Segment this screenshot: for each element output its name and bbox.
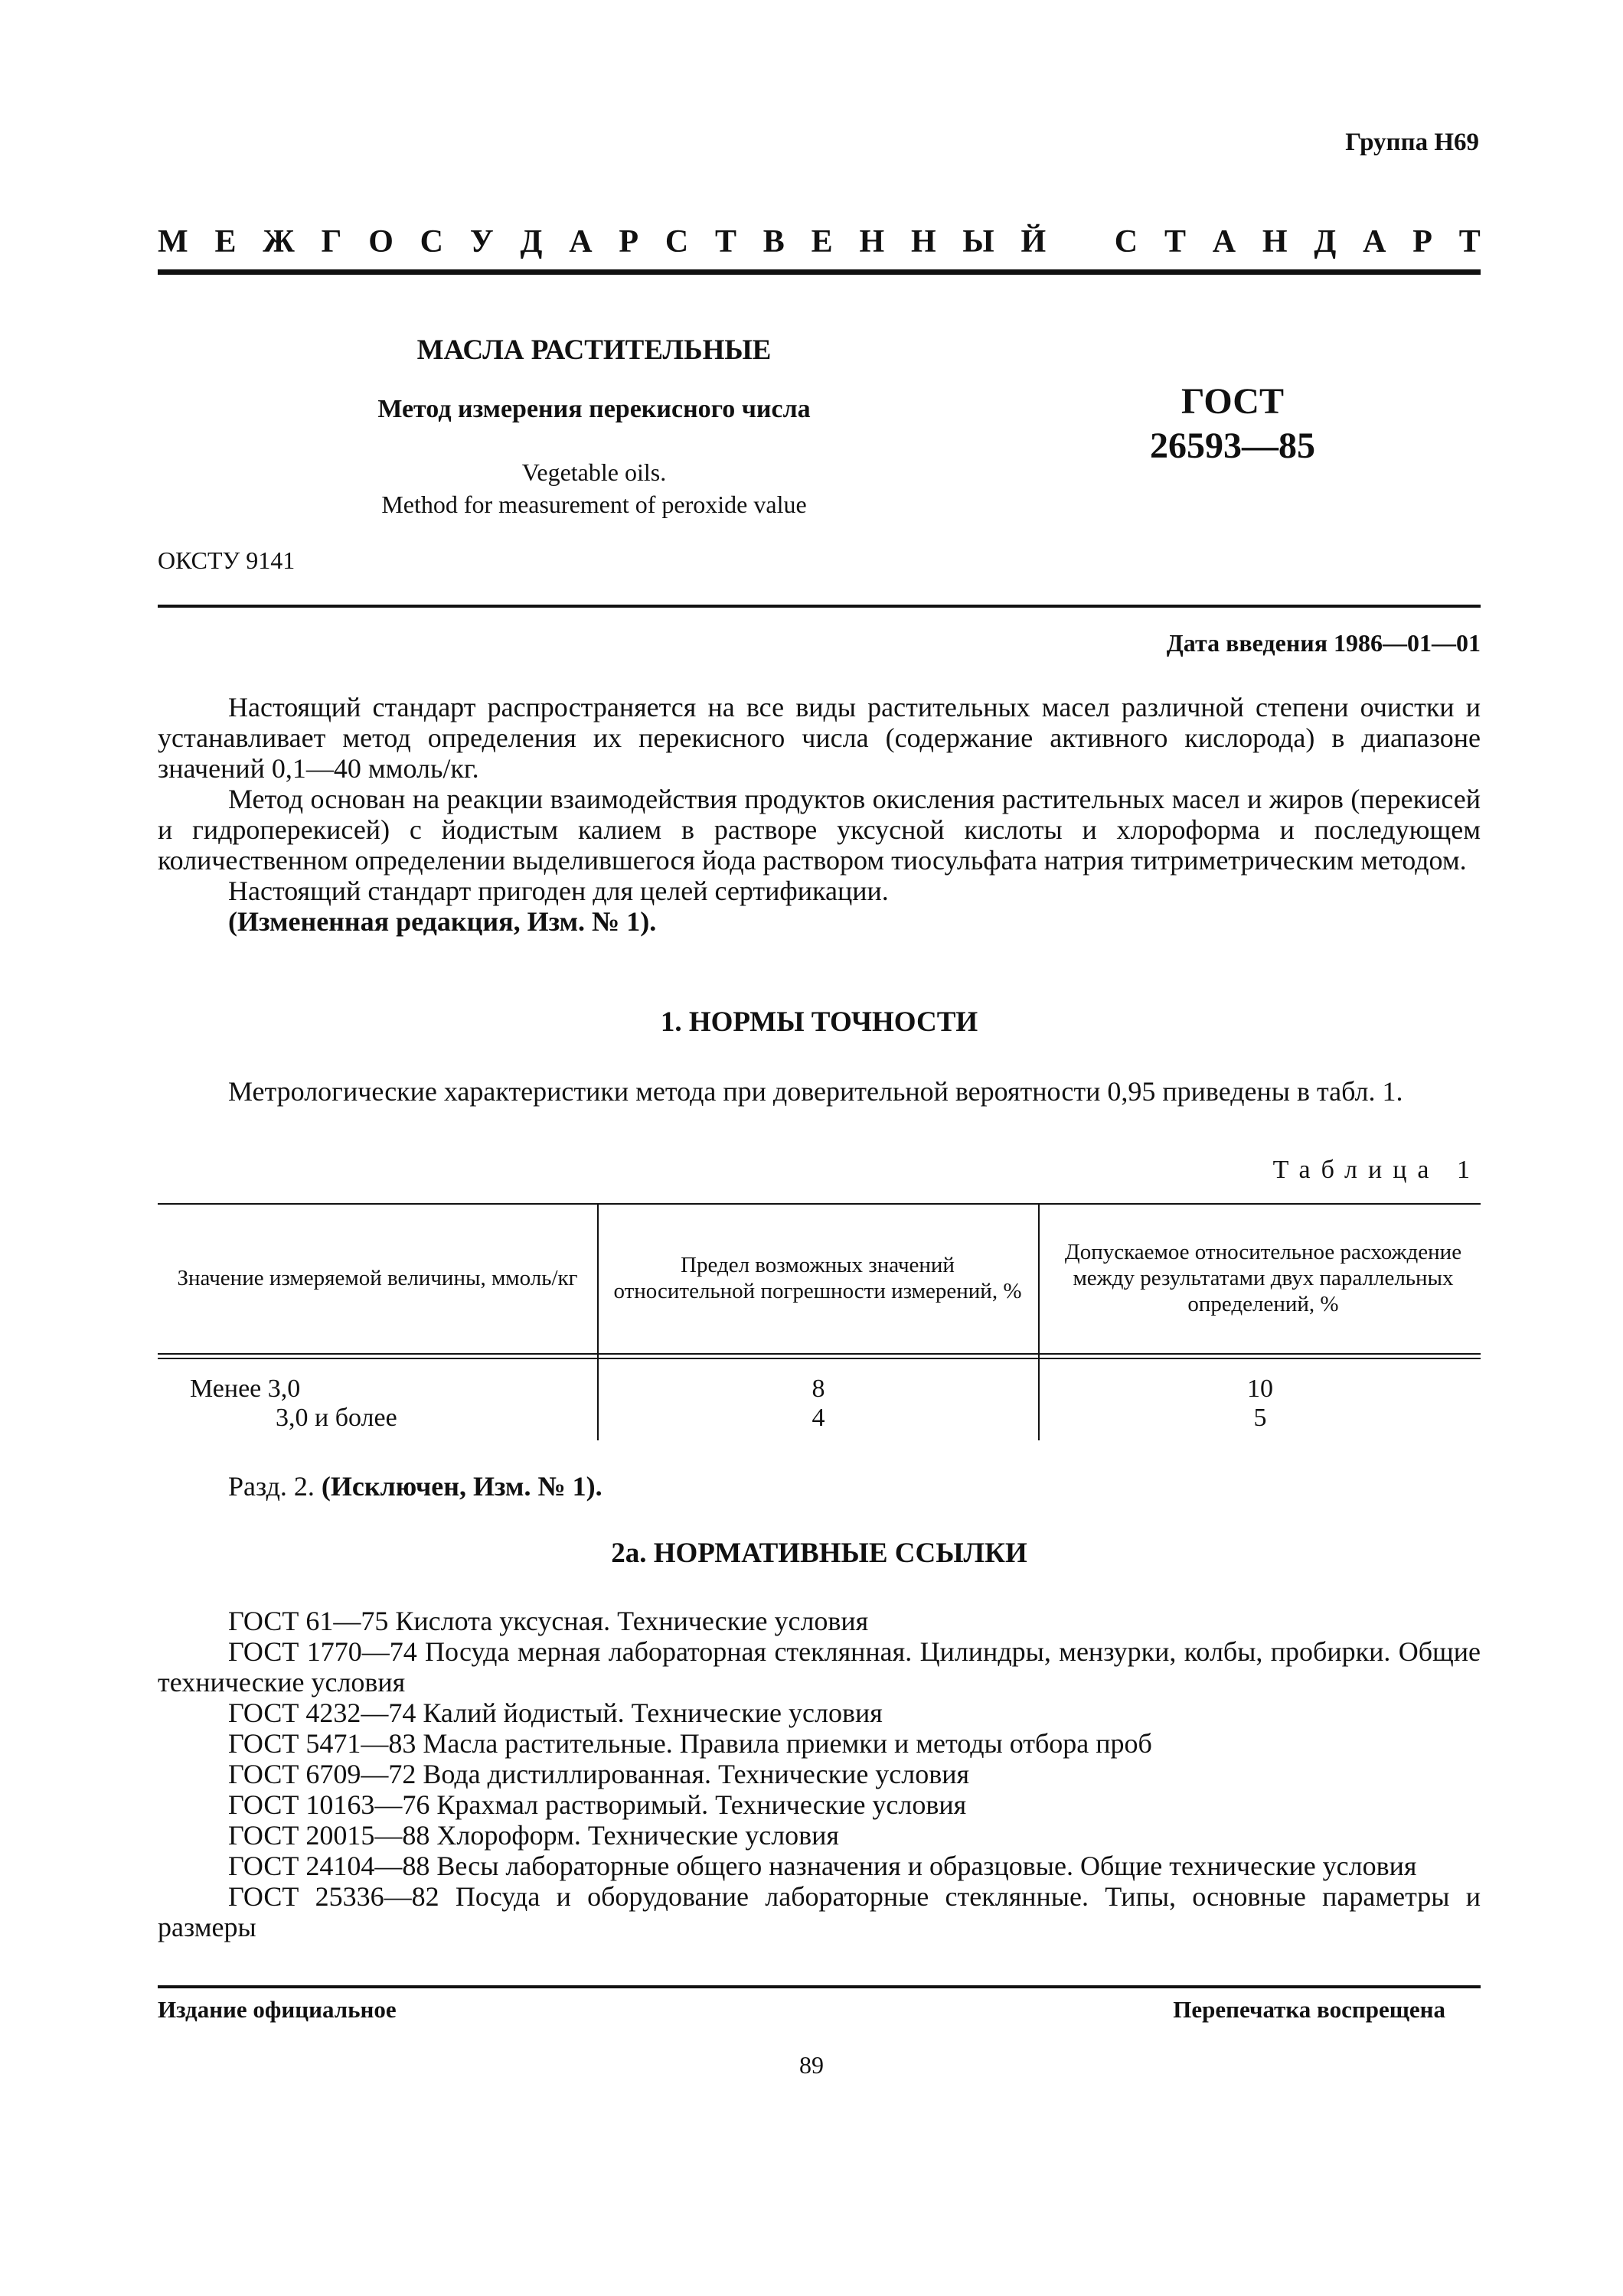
heading-letter: Н: [1262, 224, 1288, 259]
heading-letter: Т: [714, 224, 736, 259]
table-cell-value: 10: [1247, 1375, 1273, 1403]
heading-letter: А: [1212, 224, 1236, 259]
reference-item: ГОСТ 1770—74 Посуда мерная лабораторная стеклянная. Цилиндры, мензурки, колбы, пробирки. Общие технические условия: [158, 1636, 1481, 1698]
title-block-rule: [158, 605, 1481, 608]
heading-letter: А: [569, 224, 593, 259]
table-header-cell: Допускаемое относительное расхождение между результатами двух параллельных определений, %: [1064, 1240, 1462, 1316]
table-cell-value: 5: [1253, 1404, 1267, 1432]
reference-item: ГОСТ 61—75 Кислота уксусная. Технические условия: [228, 1606, 869, 1636]
heading-letter: Й: [1020, 224, 1047, 259]
heading-letter: У: [469, 224, 494, 259]
heading-letter: Е: [811, 224, 833, 259]
intro-paragraph: Метод основан на реакции взаимодействия продуктов окисления растительных масел и жиров (перекисей и гидроперекисей) с йодистым калием в растворе уксусной кислоты и хлороформа и последующем количественном определении выделившегося йода раствором тиосульфата натрия титриметрическим методом.: [158, 784, 1481, 876]
table-header-cell: Предел возможных значений относительной погрешности измерений, %: [613, 1253, 1022, 1303]
footer-rule: [158, 1985, 1481, 1988]
section-2a-title: 2а. НОРМАТИВНЫЕ ССЫЛКИ: [611, 1538, 1027, 1569]
table-cell-value: 8: [812, 1375, 825, 1403]
section-1-text: [158, 1076, 1481, 1107]
introduction-date: Дата введения 1986—01—01: [1166, 629, 1481, 657]
heading-letter: Ж: [263, 224, 295, 259]
page-number: 89: [799, 2051, 824, 2079]
heading-letter: М: [158, 224, 188, 259]
heading-letter: Г: [321, 224, 342, 259]
heading-letter: В: [763, 224, 785, 259]
official-edition-label: Издание официальное: [158, 1996, 397, 2023]
gost-label: ГОСТ: [1181, 381, 1284, 422]
intro-paragraph: Настоящий стандарт пригоден для целей сертификации.: [228, 876, 889, 906]
heading-word-gap: [1073, 223, 1088, 260]
intro-text: [158, 692, 1481, 937]
heading-letter: Р: [1412, 224, 1432, 259]
heading-letter: С: [420, 224, 444, 259]
reference-item: ГОСТ 10163—76 Крахмал растворимый. Технические условия: [228, 1789, 967, 1820]
heading-letter: С: [665, 224, 689, 259]
table-cell-value: 4: [812, 1404, 825, 1432]
reference-item: ГОСТ 20015—88 Хлороформ. Технические условия: [228, 1820, 839, 1851]
section-2-note-line: [158, 1471, 1481, 1502]
table-cell-value: Менее 3,0: [190, 1375, 301, 1403]
reference-item: ГОСТ 5471—83 Масла растительные. Правила приемки и методы отбора проб: [228, 1728, 1152, 1759]
okstu-code: ОКСТУ 9141: [158, 546, 296, 574]
gost-code: 26593—85: [1150, 426, 1315, 466]
table-caption: Таблица 1: [1272, 1156, 1481, 1184]
table-cell-value: 3,0 и более: [276, 1404, 397, 1432]
group-code: Группа Н69: [1345, 129, 1479, 156]
english-title-line-1: Vegetable oils.: [521, 458, 667, 486]
heading-letter: С: [1114, 224, 1138, 259]
section-2-note-prefix: Разд. 2.: [228, 1471, 322, 1502]
normative-references-list: [158, 1606, 1481, 1942]
heading-letter: Т: [1458, 224, 1481, 259]
reference-item: ГОСТ 25336—82 Посуда и оборудование лабораторные стеклянные. Типы, основные параметры и размеры: [158, 1881, 1481, 1942]
reference-item: ГОСТ 6709—72 Вода дистиллированная. Технические условия: [228, 1759, 970, 1789]
amendment-note: (Измененная редакция, Изм. № 1).: [228, 906, 657, 937]
table-header-border: [158, 1358, 1481, 1359]
section-2-note: [158, 1471, 1481, 1502]
intro-paragraph: Настоящий стандарт распространяется на все виды растительных масел различной степени очистки и устанавливает метод определения их перекисного числа (содержание активного кислорода) в диапазоне значений 0,1—40 ммоль/кг.: [158, 692, 1481, 784]
reference-item: ГОСТ 24104—88 Весы лабораторные общего назначения и образцовые. Общие технические условия: [228, 1851, 1417, 1881]
heading-letter: Н: [859, 224, 885, 259]
section-1-paragraph: Метрологические характеристики метода при доверительной вероятности 0,95 приведены в табл. 1.: [228, 1076, 1403, 1107]
table-header-cell: Значение измеряемой величины, ммоль/кг: [177, 1266, 578, 1290]
heading-letter: Н: [910, 224, 936, 259]
section-1-title: 1. НОРМЫ ТОЧНОСТИ: [660, 1006, 978, 1038]
document-subtitle: Метод измерения перекисного числа: [377, 395, 811, 423]
interstate-standard-heading: [158, 223, 1481, 260]
heading-letter: Д: [1314, 224, 1337, 259]
english-title-line-2: Method for measurement of peroxide value: [381, 491, 807, 518]
heading-letter: О: [368, 224, 394, 259]
document-title: МАСЛА РАСТИТЕЛЬНЫЕ: [416, 334, 772, 366]
heading-rule: [158, 269, 1481, 275]
section-2-note-status: (Исключен, Изм. № 1).: [321, 1471, 603, 1502]
gost-number: [1110, 380, 1355, 468]
table-header-border: [158, 1353, 1481, 1355]
reprint-prohibited-label: Перепечатка воспрещена: [1173, 1996, 1445, 2023]
heading-letter: А: [1363, 224, 1386, 259]
reference-item: ГОСТ 4232—74 Калий йодистый. Технические условия: [228, 1698, 883, 1728]
heading-letter: Р: [619, 224, 638, 259]
english-title: [158, 456, 1030, 520]
accuracy-table: [158, 1203, 1481, 1440]
heading-letter: Ы: [962, 224, 994, 259]
heading-letter: Д: [520, 224, 543, 259]
heading-letter: Т: [1164, 224, 1186, 259]
heading-letter: Е: [214, 224, 237, 259]
